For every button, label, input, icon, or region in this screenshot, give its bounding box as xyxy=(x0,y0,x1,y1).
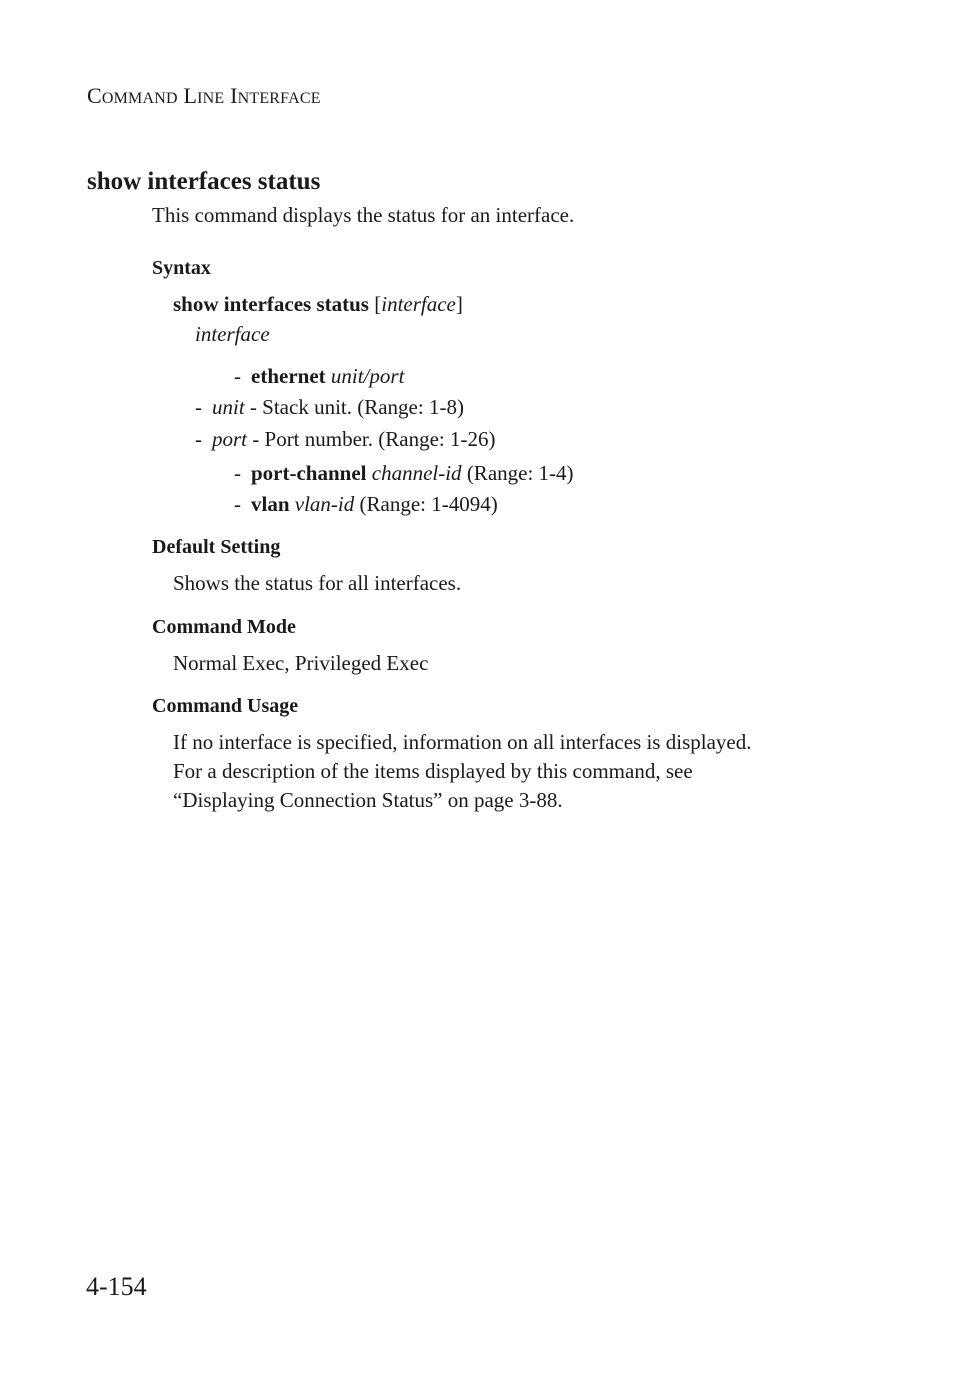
running-header xyxy=(87,83,321,109)
option-port-channel xyxy=(234,461,574,486)
command-mode-heading: Command Mode xyxy=(152,616,296,638)
command-usage-line-1: If no interface is specified, information on all interfaces is displayed. xyxy=(173,730,752,754)
syntax-argument: interface xyxy=(381,292,456,316)
header-word-2-rest: INE xyxy=(197,90,225,107)
option-ethernet-keyword: ethernet xyxy=(251,364,326,388)
command-usage-line-2: For a description of the items displayed by this command, see xyxy=(173,759,693,783)
option-vlan-dash: - xyxy=(234,492,241,516)
header-word-2-cap: L xyxy=(183,83,198,108)
option-port-dash: - xyxy=(195,427,202,451)
option-vlan xyxy=(234,492,498,517)
syntax-heading: Syntax xyxy=(152,257,211,279)
option-vlan-arg: vlan-id xyxy=(294,492,355,516)
option-port-channel-dash: - xyxy=(234,461,241,485)
option-port-arg: port xyxy=(212,427,248,451)
command-description: This command displays the status for an interface. xyxy=(152,203,575,227)
default-setting-heading: Default Setting xyxy=(152,536,281,558)
page-number: 4-154 xyxy=(86,1272,147,1301)
param-name: interface xyxy=(195,322,270,346)
command-title: show interfaces status xyxy=(87,168,321,195)
command-usage-line-3: “Displaying Connection Status” on page 3-88. xyxy=(173,788,563,812)
option-ethernet-arg: unit/port xyxy=(330,364,405,388)
option-unit xyxy=(195,395,464,420)
command-mode-text: Normal Exec, Privileged Exec xyxy=(173,651,429,675)
syntax-line xyxy=(173,292,463,317)
command-usage-heading: Command Usage xyxy=(152,695,299,717)
header-word-1-cap: C xyxy=(87,83,102,108)
syntax-close-bracket: ] xyxy=(455,292,463,316)
option-port-channel-keyword: port-channel xyxy=(251,461,367,485)
default-setting-text: Shows the status for all interfaces. xyxy=(173,571,462,595)
header-word-3-cap: I xyxy=(230,83,238,108)
option-vlan-desc: (Range: 1-4094) xyxy=(354,492,498,516)
option-port xyxy=(195,427,495,452)
syntax-command: show interfaces status xyxy=(173,292,369,316)
header-word-1-rest: OMMAND xyxy=(101,90,178,107)
option-unit-desc: - Stack unit. (Range: 1-8) xyxy=(244,395,464,419)
option-port-channel-desc: (Range: 1-4) xyxy=(461,461,574,485)
option-port-channel-arg: channel-id xyxy=(371,461,462,485)
syntax-open-bracket: [ xyxy=(374,292,382,316)
option-vlan-keyword: vlan xyxy=(251,492,290,516)
option-unit-arg: unit xyxy=(212,395,245,419)
header-word-3-rest: NTERFACE xyxy=(237,90,321,107)
option-ethernet xyxy=(234,364,404,389)
option-ethernet-dash: - xyxy=(234,364,241,388)
option-unit-dash: - xyxy=(195,395,202,419)
option-port-desc: - Port number. (Range: 1-26) xyxy=(247,427,496,451)
